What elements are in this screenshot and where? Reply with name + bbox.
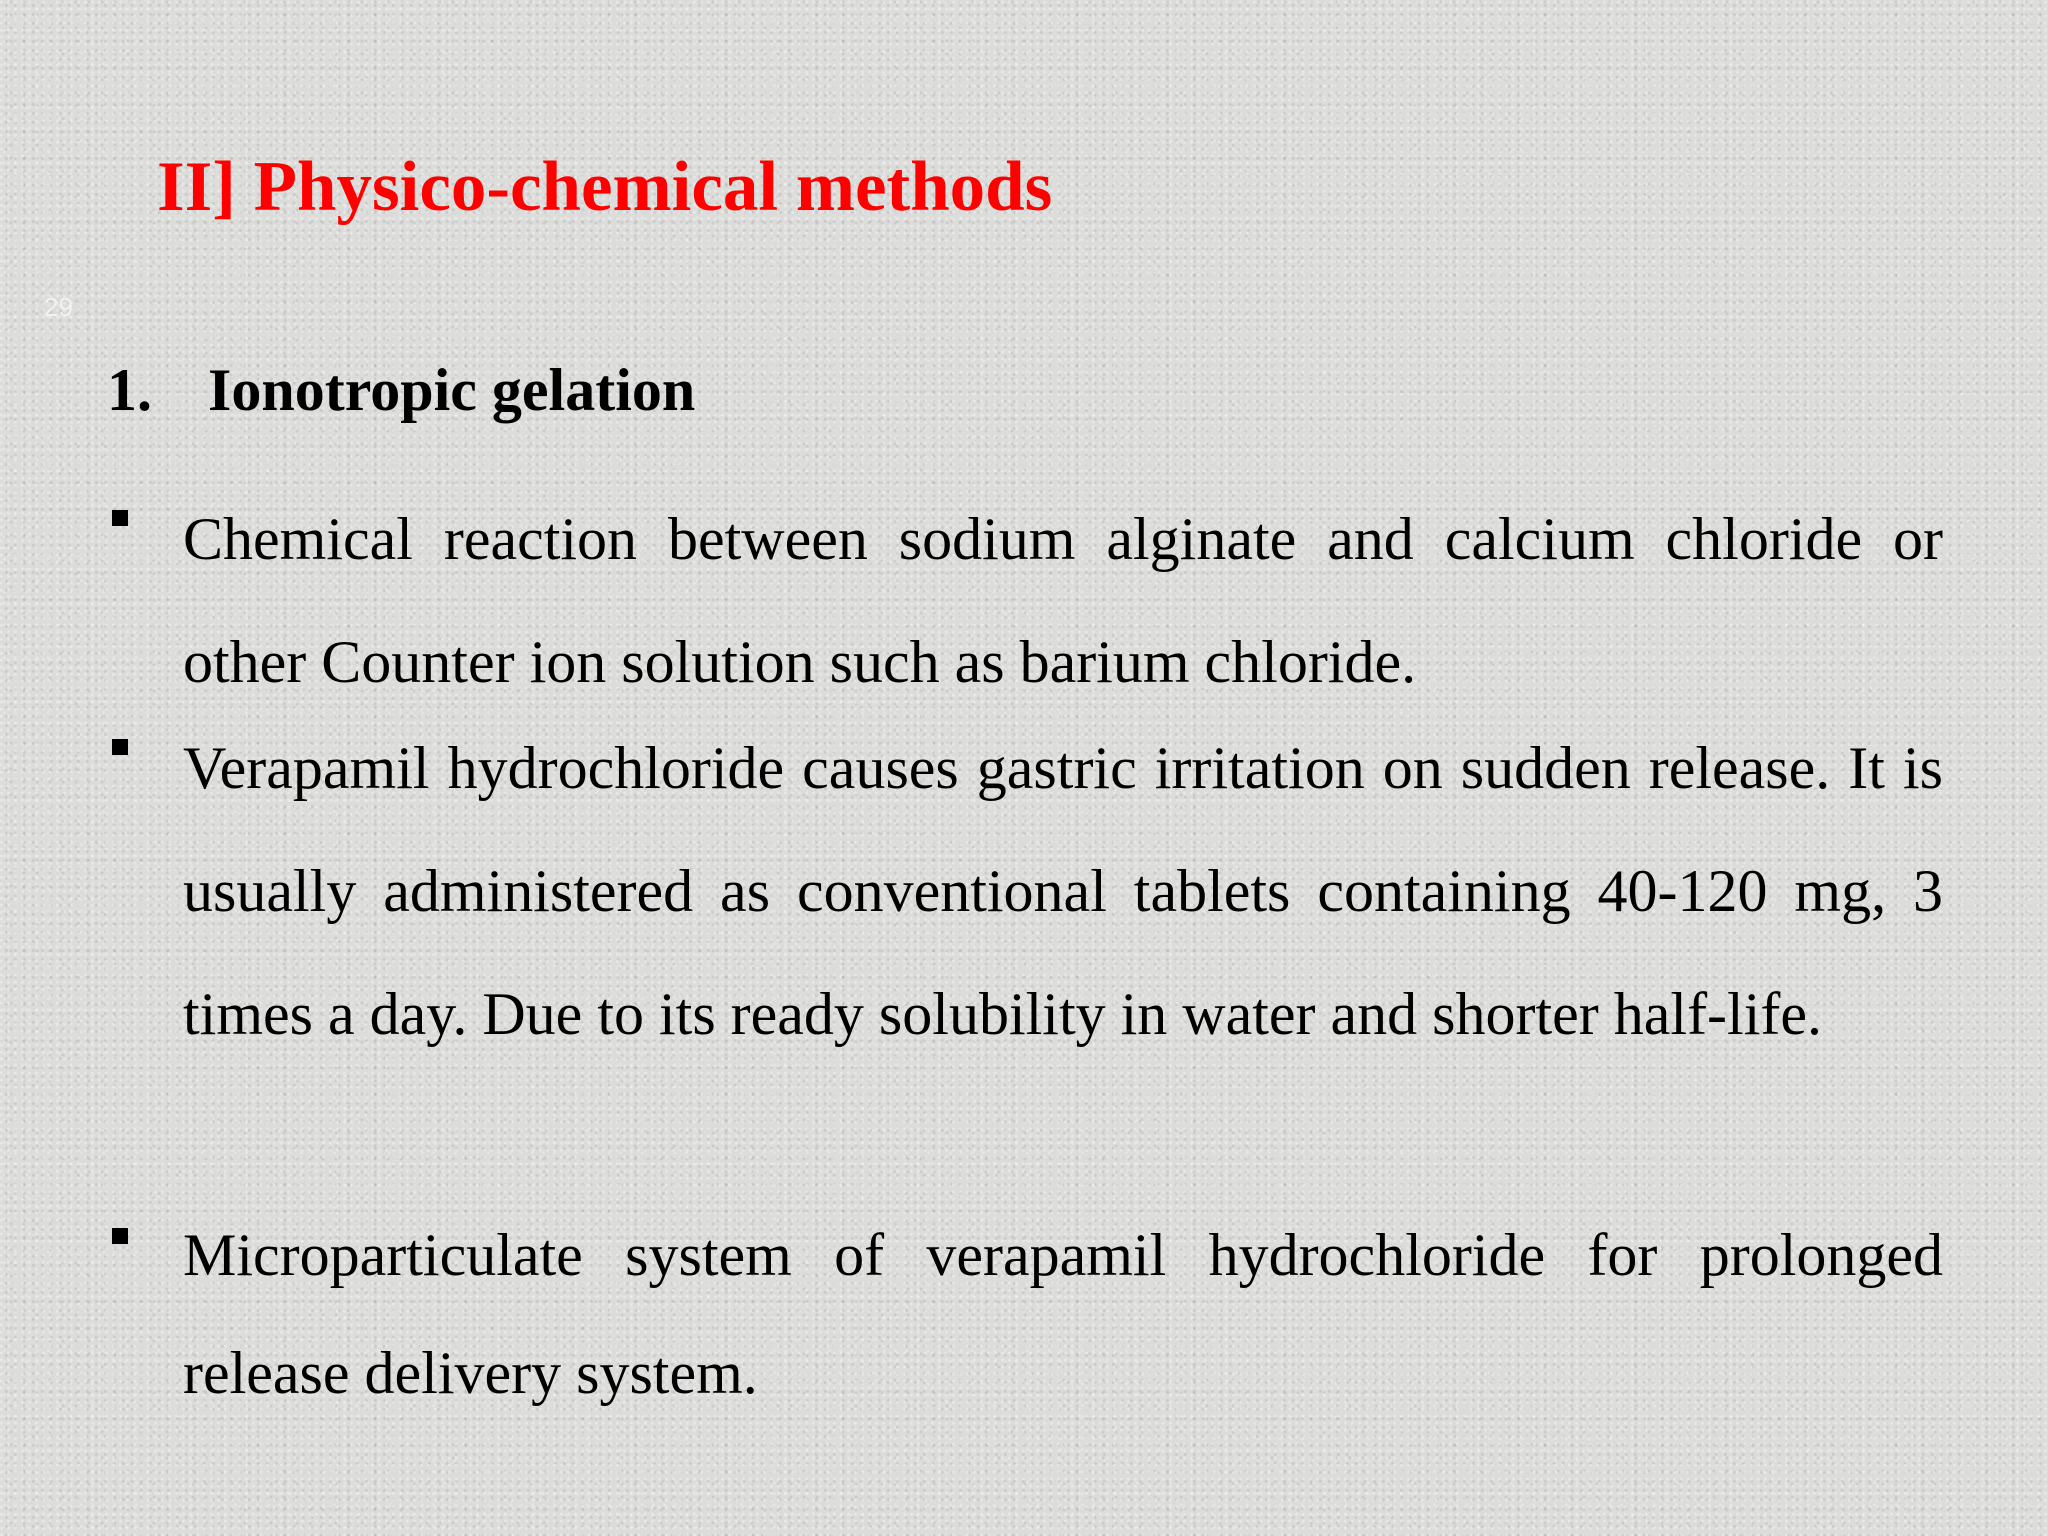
section-subheading (107, 357, 696, 423)
subheading-number: 1. (107, 357, 152, 423)
bullet-point-3: Microparticulate system of verapamil hydrochloride for prolonged release delivery system. (183, 1222, 1943, 1406)
square-bullet-icon (112, 510, 128, 526)
square-bullet-icon (112, 739, 128, 755)
slide-title: II] Physico-chemical methods (157, 148, 1053, 226)
subheading-text: Ionotropic gelation (208, 357, 696, 423)
bullet-point-1: Chemical reaction between sodium alginate and calcium chloride or other Counter ion solution such as barium chloride. (183, 506, 1943, 695)
bullet-point-2: Verapamil hydrochloride causes gastric irritation on sudden release. It is usually administered as conventional tablets containing 40-120 mg, 3 times a day. Due to its ready solubility in water and shorter half-life. (183, 735, 1943, 1047)
slide-number: 29 (44, 292, 73, 322)
square-bullet-icon (112, 1228, 128, 1244)
